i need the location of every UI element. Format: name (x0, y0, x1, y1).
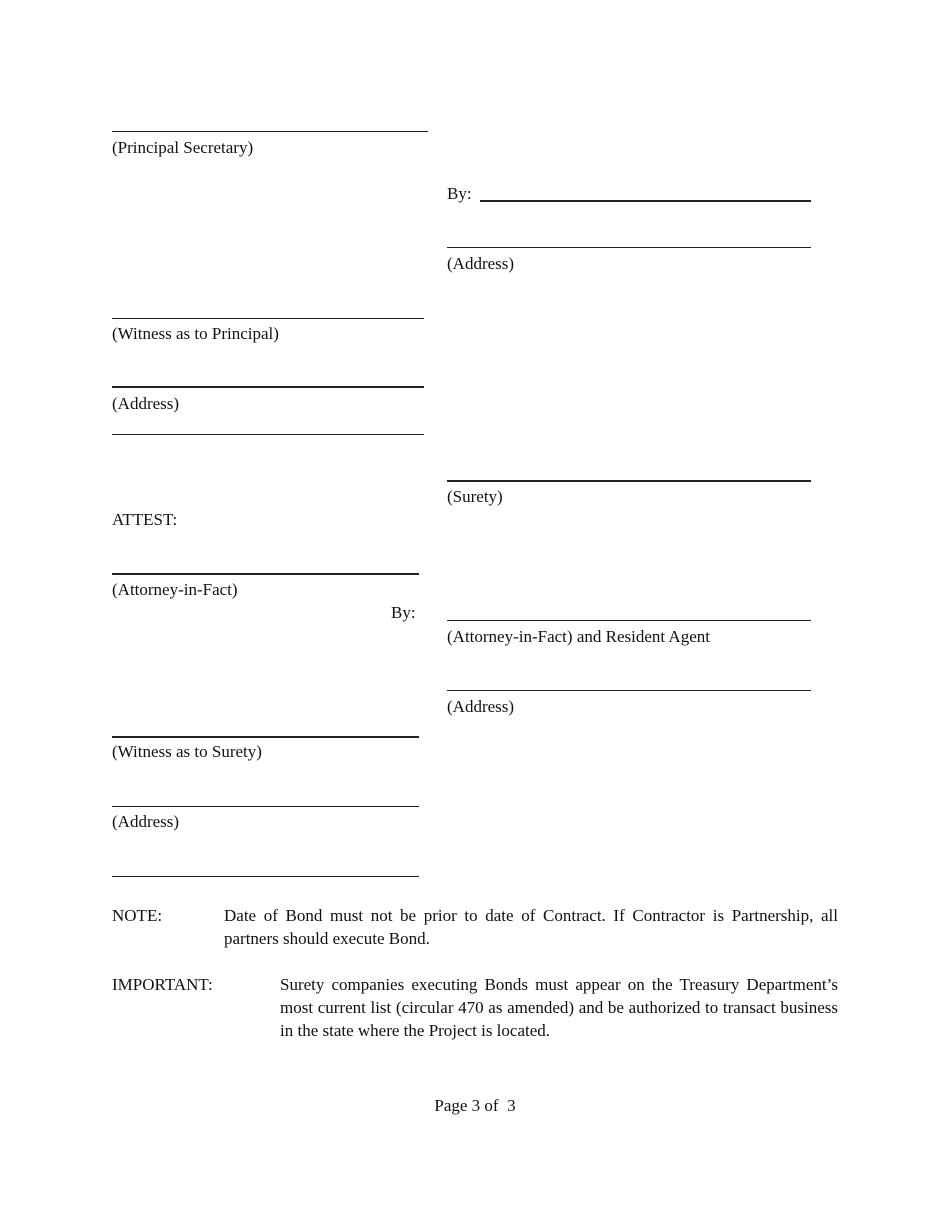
attest-label: ATTEST: (112, 510, 178, 529)
right-by-label: By: (447, 184, 472, 203)
witness-surety-address-line (112, 806, 419, 807)
principal-secretary-signature-line (112, 131, 428, 132)
witness-principal-label: (Witness as to Principal) (112, 324, 279, 343)
witness-principal-signature-line (112, 318, 424, 319)
attorney-resident-agent-label: (Attorney-in-Fact) and Resident Agent (447, 627, 710, 646)
attorney-in-fact-label: (Attorney-in-Fact) (112, 580, 238, 599)
witness-surety-label: (Witness as to Surety) (112, 742, 262, 761)
witness-surety-address-label: (Address) (112, 812, 180, 831)
witness-principal-address-label: (Address) (112, 394, 180, 413)
attorney-resident-signature-line (447, 620, 811, 621)
witness-principal-address-line-2 (112, 434, 424, 435)
note-text: Date of Bond must not be prior to date of Contract. If Contractor is Partnership, all partners should execute Bond. (224, 906, 838, 948)
page-number: Page 3 of 3 (434, 1096, 516, 1115)
note-label: NOTE: (112, 906, 163, 925)
surety-signature-line (447, 480, 811, 482)
right-address-label-2: (Address) (447, 697, 515, 716)
right-address-line (447, 247, 811, 248)
witness-principal-address-line (112, 386, 424, 388)
witness-surety-signature-line (112, 736, 419, 738)
attorney-in-fact-signature-line (112, 573, 419, 575)
right-address-label: (Address) (447, 254, 515, 273)
important-label: IMPORTANT: (112, 975, 213, 994)
right-by-signature-line (480, 200, 811, 202)
witness-surety-address-line-2 (112, 876, 419, 877)
important-text: Surety companies executing Bonds must appear on the Treasury Department’s most current list (circular 470 as amended) and be authorized to transact business in the state where the Project is located. (280, 975, 838, 1040)
principal-secretary-label: (Principal Secretary) (112, 138, 254, 157)
surety-label: (Surety) (447, 487, 503, 506)
left-by-label: By: (391, 603, 416, 622)
right-address-line-2 (447, 690, 811, 691)
